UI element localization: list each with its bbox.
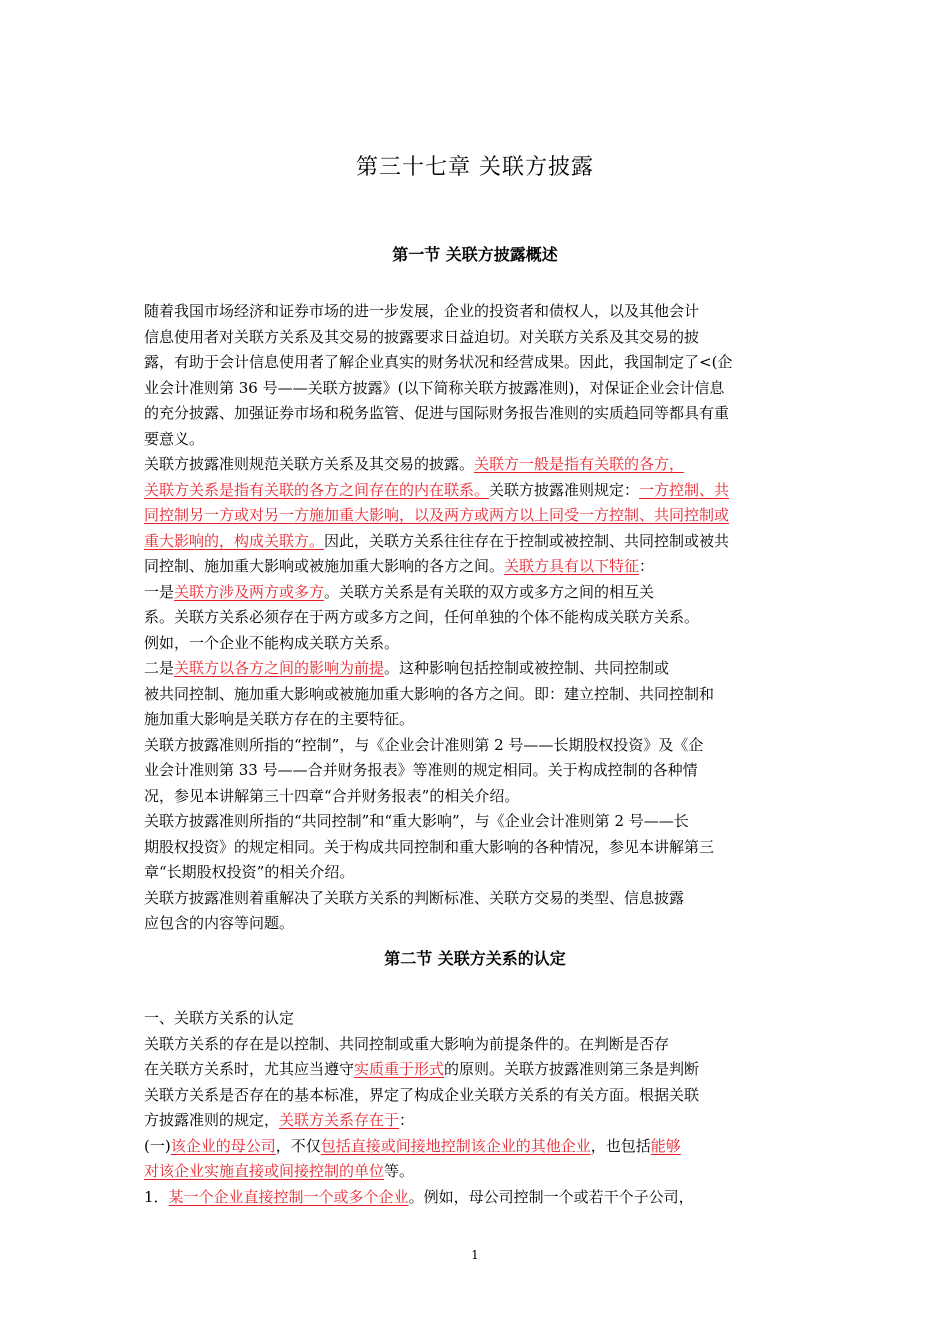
text-line	[144, 735, 703, 759]
text-segment: 例如，一个企业不能构成关联方关系。	[144, 633, 400, 652]
text-segment: 方披露准则的规定，	[144, 1111, 280, 1129]
text-segment: 业会计准则第 33 号——合并财务报表》等准则的规定相同。关于构成控制的各种情	[144, 761, 698, 779]
section-heading-1: 第一节 关联方披露概述	[392, 245, 558, 264]
text-line	[144, 837, 714, 861]
text-line	[144, 454, 684, 478]
highlighted-text: 对该企业实施直接或间接控制的单位	[144, 1162, 385, 1180]
text-segment: 一是	[144, 582, 175, 601]
highlighted-text: 重大影响的，构成关联方。	[144, 531, 325, 550]
section-heading-2: 第二节 关联方关系的认定	[384, 949, 566, 968]
highlighted-text: 关联方具有以下特征	[504, 557, 640, 575]
highlighted-text: 关联方以各方之间的影响为前提	[174, 659, 385, 677]
text-line	[144, 1161, 414, 1185]
text-segment: 露，有助于会计信息使用者了解企业真实的财务状况和经营成果。因此，我国制定了<(企	[144, 353, 733, 371]
text-segment: 二是	[144, 659, 175, 677]
highlighted-text: 关联方一般是指有关联的各方，	[474, 455, 685, 473]
text-segment: 施加重大影响是关联方存在的主要特征。	[144, 710, 415, 728]
text-segment: 。这种影响包括控制或被控制、共同控制或	[384, 659, 670, 677]
text-line	[144, 862, 354, 886]
text-segment: 关联方披露准则所指的“控制”，与《企业会计准则第 2 号——长期股权投资》及《企	[144, 735, 704, 754]
text-line	[144, 786, 519, 810]
text-line	[144, 1085, 699, 1109]
text-segment: 的充分披露、加强证券市场和税务监管、促进与国际财务报告准则的实质趋同等都具有重	[144, 404, 730, 422]
text-line	[144, 760, 698, 784]
text-segment: 一、关联方关系的认定	[144, 1009, 295, 1027]
text-line	[144, 352, 732, 376]
text-line	[144, 1187, 694, 1211]
highlighted-text: 关联方涉及两方或多方	[174, 582, 325, 601]
text-segment: 因此，关联方关系往往存在于控制或被控制、共同控制或被共	[324, 531, 730, 550]
text-line	[144, 709, 414, 733]
text-segment: 业会计准则第 36 号——关联方披露》(以下简称关联方披露准则)，对保证企业会计信息	[144, 378, 725, 397]
text-segment: 1．	[144, 1187, 169, 1206]
text-segment: 关联方披露准则规定：	[489, 480, 640, 499]
text-line	[144, 327, 699, 351]
text-segment: (一)	[144, 1136, 171, 1155]
text-segment: 。关联方关系是有关联的双方或多方之间的相互关	[324, 582, 655, 601]
highlighted-text: 同控制另一方或对另一方施加重大影响，以及两方或两方以上同受一方控制、共同控制或	[144, 506, 730, 524]
text-line	[144, 582, 654, 606]
text-line	[144, 403, 729, 427]
text-segment: 。例如，母公司控制一个或若干个子公司，	[408, 1187, 694, 1206]
highlighted-text: 某一个企业直接控制一个或多个企业	[168, 1187, 409, 1206]
text-segment: 在关联方关系时，尤其应当遵守	[144, 1060, 355, 1078]
text-line	[144, 480, 729, 504]
text-segment: 等。	[384, 1162, 415, 1180]
text-segment: ：	[399, 1111, 415, 1129]
text-segment: 同控制、施加重大影响或被施加重大影响的各方之间。	[144, 557, 505, 575]
text-segment: 随着我国市场经济和证券市场的进一步发展，企业的投资者和债权人，以及其他会计	[144, 302, 700, 320]
text-line	[144, 378, 724, 402]
text-segment: 系。关联方关系必须存在于两方或多方之间，任何单独的个体不能构成关联方关系。	[144, 608, 700, 626]
text-segment: 期股权投资》的规定相同。关于构成共同控制和重大影响的各种情况，参见本讲解第三	[144, 837, 715, 856]
text-line	[144, 301, 699, 325]
highlighted-text: 能够	[650, 1136, 681, 1155]
text-line	[144, 1034, 669, 1058]
text-segment: 要意义。	[144, 429, 205, 448]
text-line	[144, 607, 699, 631]
text-line	[144, 633, 399, 657]
text-segment: 章“长期股权投资”的相关介绍。	[144, 863, 355, 881]
text-segment: ：	[639, 557, 655, 575]
text-segment: 关联方关系的存在是以控制、共同控制或重大影响为前提条件的。在判断是否存	[144, 1034, 670, 1053]
text-segment: 关联方披露准则着重解决了关联方关系的判断标准、关联方交易的类型、信息披露	[144, 888, 685, 907]
highlighted-text: 关联方关系存在于	[279, 1111, 400, 1129]
text-line	[144, 1008, 294, 1032]
highlighted-text: 包括直接或间接地控制该企业的其他企业	[320, 1136, 591, 1155]
text-line	[144, 913, 294, 937]
highlighted-text: 一方控制、共	[639, 480, 730, 499]
text-line	[144, 1136, 681, 1160]
text-line	[144, 556, 654, 580]
text-segment: 信息使用者对关联方关系及其交易的披露要求日益迫切。对关联方关系及其交易的披	[144, 327, 700, 346]
text-line	[144, 1059, 699, 1083]
text-segment: 况，参见本讲解第三十四章“合并财务报表”的相关介绍。	[144, 786, 520, 805]
text-line	[144, 684, 714, 708]
text-line	[144, 505, 729, 529]
text-line	[144, 429, 204, 453]
page-number: 1	[471, 1248, 479, 1262]
text-segment: 关联方披露准则所指的“共同控制”和“重大影响”，与《企业会计准则第 2 号——长	[144, 812, 689, 830]
highlighted-text: 关联方关系是指有关联的各方之间存在的内在联系。	[144, 480, 490, 499]
text-segment: ，不仅	[275, 1136, 321, 1155]
text-line	[144, 811, 689, 835]
chapter-title: 第三十七章 关联方披露	[356, 155, 594, 180]
highlighted-text: 该企业的母公司	[170, 1136, 276, 1155]
text-segment: ，也包括	[590, 1136, 651, 1155]
text-segment: 被共同控制、施加重大影响或被施加重大影响的各方之间。即：建立控制、共同控制和	[144, 684, 715, 703]
highlighted-text: 实质重于形式	[354, 1060, 445, 1078]
text-segment: 关联方关系是否存在的基本标准，界定了构成企业关联方关系的有关方面。根据关联	[144, 1085, 700, 1104]
text-line	[144, 658, 669, 682]
text-line	[144, 888, 684, 912]
text-segment: 应包含的内容等问题。	[144, 914, 295, 932]
text-line	[144, 531, 729, 555]
text-line	[144, 1110, 414, 1134]
text-segment: 的原则。关联方披露准则第三条是判断	[444, 1060, 700, 1078]
text-segment: 关联方披露准则规范关联方关系及其交易的披露。	[144, 455, 475, 473]
